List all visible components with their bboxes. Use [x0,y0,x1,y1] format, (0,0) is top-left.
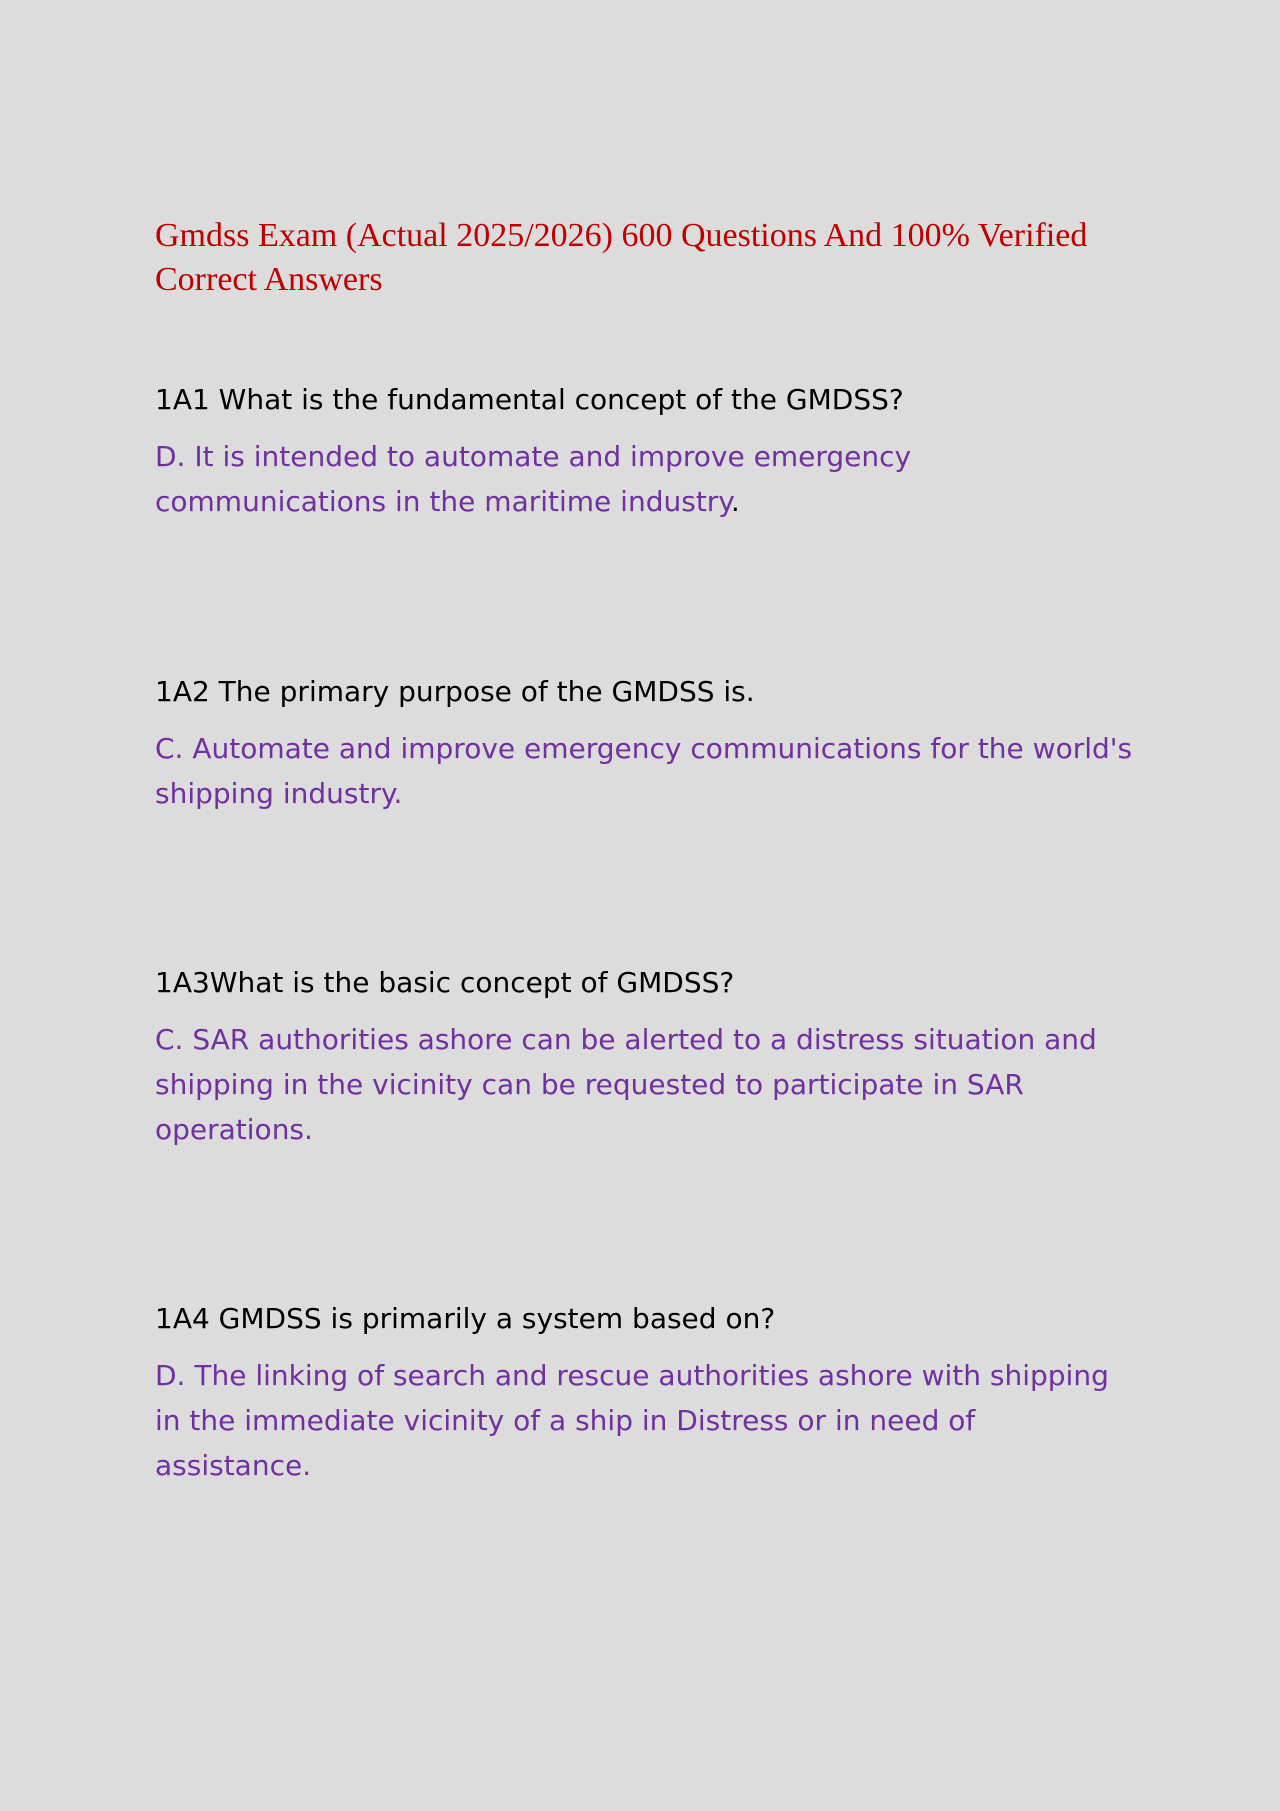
question-1A3: 1A3What is the basic concept of GMDSS? [155,966,735,999]
answer-1A2 [155,726,1140,816]
question-1A2: 1A2 The primary purpose of the GMDSS is. [155,675,755,708]
answer-text: D. It is intended to automate and improve emergency communications in the maritime industry [155,440,912,518]
qa-item-2 [155,674,1140,816]
answer-text: C. SAR authorities ashore can be alerted to a distress situation and shipping in the vicinity can be requested to participate in SAR operations. [155,1023,1097,1146]
question-1A4: 1A4 GMDSS is primarily a system based on? [155,1302,776,1335]
answer-text: D. The linking of search and rescue authorities ashore with shipping in the immediate vicinity of a ship in Distress or in need of assistance. [155,1359,1109,1482]
qa-item-4 [155,1301,1140,1488]
answer-period: . [730,485,740,518]
answer-1A3 [155,1017,1140,1152]
qa-item-1 [155,382,1140,524]
answer-1A4 [155,1353,1140,1488]
question-1A1: 1A1 What is the fundamental concept of the GMDSS? [155,383,904,416]
document-page [155,214,1140,302]
document-title: Gmdss Exam (Actual 2025/2026) 600 Questions And 100% Verified Correct Answers [155,217,1088,298]
answer-text: C. Automate and improve emergency communications for the world's shipping industry. [155,732,1133,810]
qa-item-3 [155,965,1140,1152]
answer-1A1 [155,434,1140,524]
